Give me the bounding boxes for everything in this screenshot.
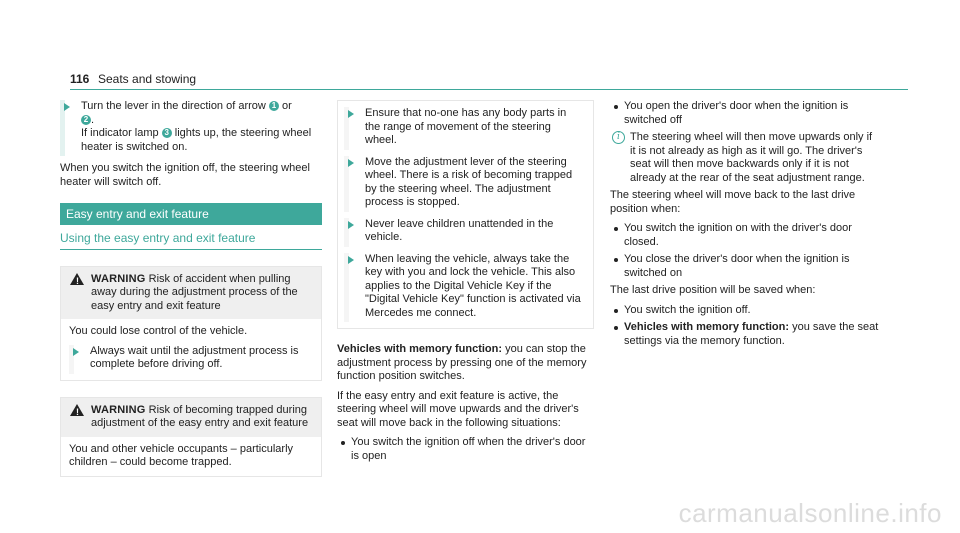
step-text: Ensure that no-one has any body parts in the range of movement of the steering wheel. [365,107,567,146]
column-2 [337,100,594,467]
column-3 [610,100,880,352]
list-item: You switch the ignition off. [610,304,880,318]
info-note [610,131,880,185]
warning-body: You could lose control of the vehicle. [69,325,248,337]
step-arrow-icon [348,110,354,118]
step-text-or: or [281,100,292,112]
step-text: Never leave children unattended in the vehicle. [365,217,554,243]
step-text: lights up, the steering wheel heater is switched on. [81,127,312,153]
header-rule [70,89,908,90]
warning-body: You and other vehicle occupants – particularly children – could become trapped. [69,442,294,468]
memory-paragraph [337,343,594,384]
paragraph: The last drive position will be saved when: [610,284,816,296]
step-text: When leaving the vehicle, always take the key with you and lock the vehicle. This also applies to the Digital Vehicle Key if the "Digital Vehicle Key" function is activated via Mercedes me connect. [365,252,581,319]
warning-text: Risk of accident when pulling away during the adjustment process of the easy entry and exit feature [91,272,298,312]
info-text: The steering wheel will then move upwards only if it is not already as high as it will go. The driver's seat will then move backwards only if it is not already at the rear of the seat adjustment range. [630,131,873,184]
callout-1-icon: 1 [269,101,279,111]
warning-box-1 [60,266,322,381]
list-item: You switch the ignition on with the driver's door closed. [610,222,880,249]
watermark: carmanualsonline.info [678,498,942,528]
list-item: You open the driver's door when the ignition is switched off [610,100,880,127]
memory-text: you can stop the adjustment process by pressing one of the memory function position switches. [337,343,587,382]
step-arrow-icon [73,348,79,356]
step-text: Move the adjustment lever of the steering wheel. There is a risk of becoming trapped by the steering wheel. The adjustment process is stopped. [365,155,573,208]
page-number: 116 [70,72,90,86]
step-arrow-icon [348,221,354,229]
step-text: If indicator lamp [81,127,159,139]
warning-steps-box [337,100,594,329]
paragraph: The steering wheel will move back to the last drive position when: [610,189,856,215]
list-item: You close the driver's door when the ignition is switched on [610,253,880,280]
warning-title: WARNING [91,403,146,416]
warning-triangle-icon: ! [70,273,84,285]
section-band: Easy entry and exit feature [60,203,322,225]
list-item: You switch the ignition off when the driver's door is open [337,436,594,463]
warning-text: Risk of becoming trapped during adjustment of the easy entry and exit feature [91,403,309,429]
list-item-text: you save the seat settings via the memory function. [624,321,879,347]
step-text: Turn the lever in the direction of arrow [81,100,266,112]
list-item [610,321,880,348]
step-turn-lever: Turn the lever in the direction of arrow 1 or 2 . If indicator lamp 3 lights up, the steering wheel heater is switched on. [60,100,322,156]
warning-triangle-icon: ! [70,404,84,416]
page-header [0,0,960,95]
warning-box-2 [60,397,322,477]
step-arrow-icon [348,159,354,167]
column-1 [60,100,322,477]
paragraph: When you switch the ignition off, the steering wheel heater will switch off. [60,162,310,188]
memory-label: Vehicles with memory function: [337,343,503,355]
paragraph: If the easy entry and exit feature is active, the steering wheel will move upwards and the driver's seat will move back in the following situations: [337,389,579,429]
warning-title: WARNING [91,272,146,285]
section-title: Seats and stowing [98,72,197,86]
callout-2-icon: 2 [81,115,91,125]
callout-3-icon: 3 [162,128,172,138]
memory-label: Vehicles with memory function: [624,321,790,333]
step-arrow-icon [348,256,354,264]
subheading: Using the easy entry and exit feature [60,232,322,250]
warning-step: Always wait until the adjustment process is complete before driving off. [90,344,299,370]
info-icon: i [612,131,625,144]
step-arrow-icon [64,103,70,111]
